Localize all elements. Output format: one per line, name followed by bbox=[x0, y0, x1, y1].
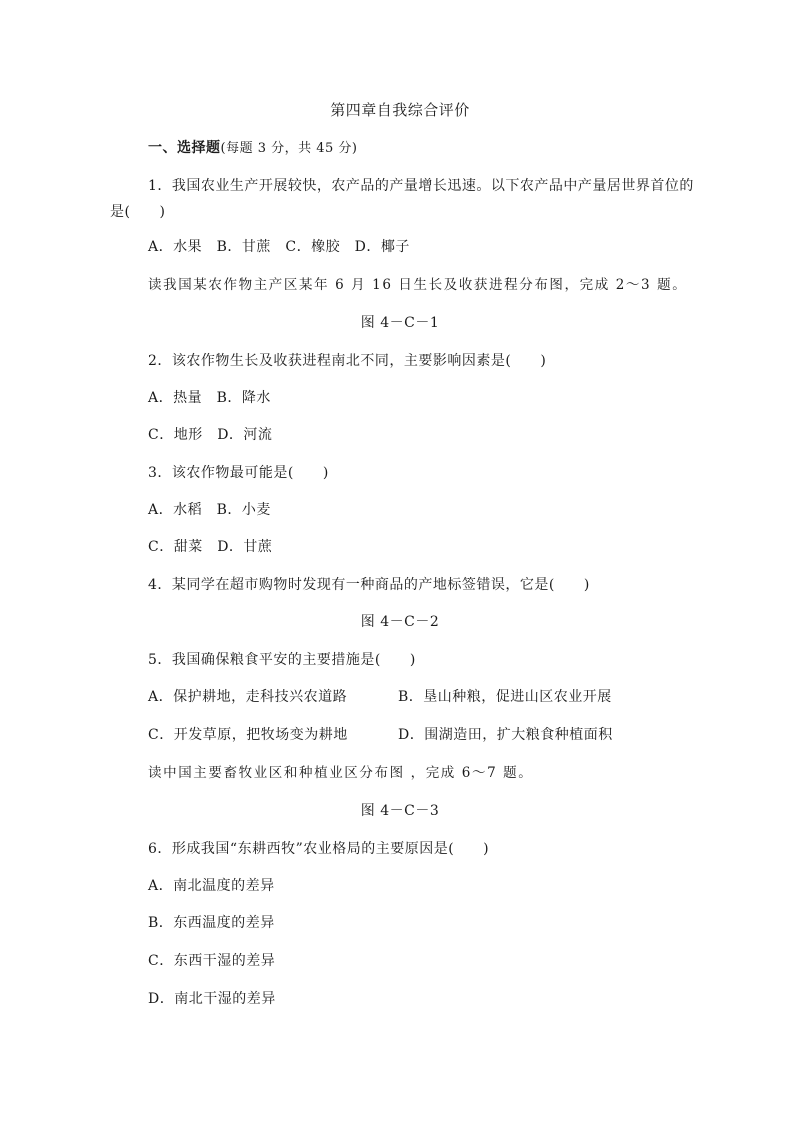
question-5-option-d: D．围湖造田，扩大粮食种植面积 bbox=[398, 727, 613, 743]
question-5-option-a: A．保护耕地，走科技兴农道路 bbox=[148, 689, 348, 705]
page-title: 第四章自我综合评价 bbox=[330, 101, 470, 119]
question-6-option-c: C．东西干湿的差异 bbox=[148, 953, 276, 969]
figure-caption-2: 图 4－C－2 bbox=[360, 614, 440, 630]
question-3-options-cd: C．甜菜 D．甘蔗 bbox=[148, 539, 273, 555]
question-5-option-c: C．开发草原，把牧场变为耕地 bbox=[148, 727, 348, 743]
question-6-option-d: D．南北干湿的差异 bbox=[148, 991, 276, 1007]
question-1-options: A．水果 B．甘蔗 C．橡胶 D．椰子 bbox=[148, 239, 410, 255]
question-6-stem: 6．形成我国“东耕西牧”农业格局的主要原因是( ) bbox=[148, 841, 490, 857]
question-1-stem-line1: 1．我国农业生产开展较快，农产品的产量增长迅速。以下农产品中产量居世界首位的 bbox=[148, 178, 694, 194]
question-2-options-cd: C．地形 D．河流 bbox=[148, 427, 273, 443]
section-heading-note: (每题 3 分，共 45 分) bbox=[220, 141, 358, 156]
question-2-options-ab: A．热量 B．降水 bbox=[148, 390, 271, 406]
intro-questions-2-3: 读我国某农作物主产区某年 6 月 16 日生长及收获进程分布图，完成 2～3 题。 bbox=[148, 277, 688, 293]
figure-caption-3: 图 4－C－3 bbox=[360, 803, 440, 819]
question-6-option-a: A．南北温度的差异 bbox=[148, 878, 275, 894]
figure-caption-1: 图 4－C－1 bbox=[360, 315, 440, 331]
question-1-stem-line2: 是( ) bbox=[110, 204, 166, 220]
question-3-stem: 3．该农作物最可能是( ) bbox=[148, 465, 329, 481]
question-5-option-b: B．垦山种粮，促进山区农业开展 bbox=[398, 689, 612, 705]
section-heading bbox=[148, 139, 358, 158]
question-6-option-b: B．东西温度的差异 bbox=[148, 915, 275, 931]
section-heading-label: 一、选择题 bbox=[148, 140, 221, 156]
question-3-options-ab: A．水稻 B．小麦 bbox=[148, 502, 271, 518]
intro-questions-6-7: 读中国主要畜牧业区和种植业区分布图 ，完成 6～7 题。 bbox=[148, 765, 534, 781]
question-5-stem: 5．我国确保粮食平安的主要措施是( ) bbox=[148, 652, 416, 668]
question-4-stem: 4．某同学在超市购物时发现有一种商品的产地标签错误，它是( ) bbox=[148, 577, 590, 593]
question-2-stem: 2．该农作物生长及收获进程南北不同，主要影响因素是( ) bbox=[148, 353, 547, 369]
